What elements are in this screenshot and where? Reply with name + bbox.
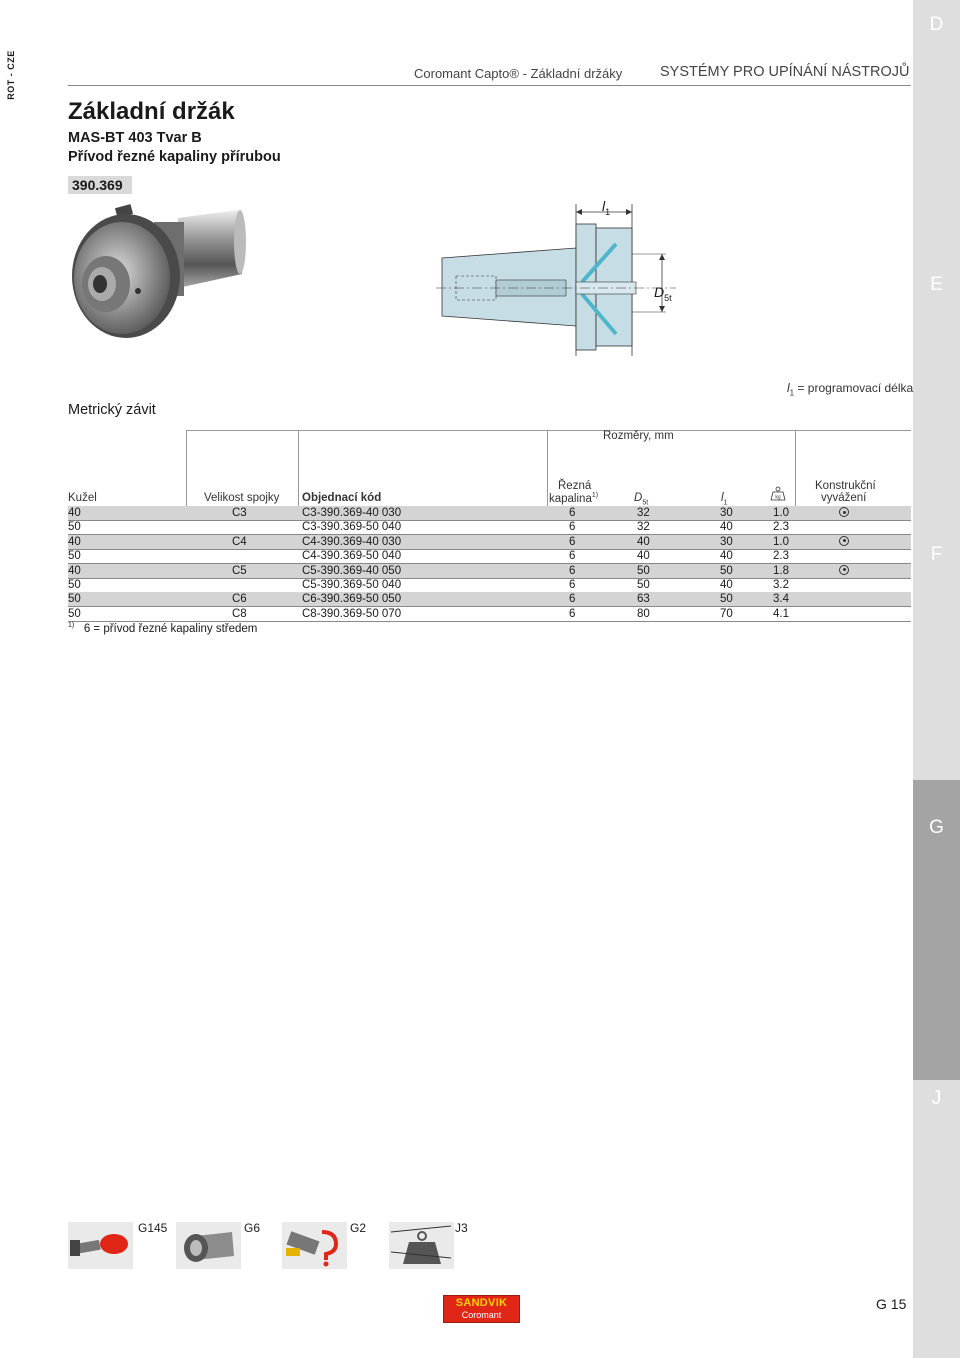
page-subtitle: MAS-BT 403 Tvar B (68, 130, 202, 146)
cell-l1: 70 (720, 607, 733, 620)
cell-kod: C4-390.369-40 030 (302, 535, 402, 548)
header-kod: Objednací kód (302, 492, 382, 504)
ref-g6[interactable]: G6 (244, 1221, 261, 1235)
cell-kod: C5-390.369-50 040 (302, 579, 402, 591)
cell-vel: C6 (232, 593, 247, 606)
cell-kod: C6-390.369-50 050 (302, 593, 402, 606)
ref-icon-holder[interactable] (176, 1222, 242, 1270)
tab-f[interactable]: F (930, 544, 943, 565)
cell-l1: 40 (720, 521, 733, 534)
cell-vel: C4 (232, 535, 247, 548)
cell-l1: 40 (720, 550, 733, 563)
side-language-tag: ROT - CZE (5, 50, 16, 100)
tab-e[interactable]: E (930, 274, 943, 295)
cell-d5t: 63 (637, 593, 650, 606)
balance-dot-icon (839, 536, 849, 546)
table-row (68, 549, 911, 564)
cell-vel: C5 (232, 564, 247, 577)
table-row (68, 506, 911, 521)
product-photo (66, 196, 246, 346)
cell-kuzel: 50 (68, 607, 81, 620)
cell-vel: C3 (232, 507, 247, 519)
table-row (68, 578, 911, 593)
cell-kg: 3.2 (773, 579, 789, 591)
technical-drawing (436, 196, 696, 362)
col-divider (547, 430, 548, 506)
table-row (68, 607, 911, 622)
header-rezna: Řezná (558, 480, 592, 492)
cell-kuzel: 40 (68, 507, 81, 519)
cell-d5t: 40 (637, 535, 650, 548)
cell-kuzel: 50 (68, 521, 81, 534)
cell-d5t: 40 (637, 550, 650, 563)
cell-kod: C3-390.369-40 030 (302, 507, 402, 519)
ref-j3[interactable]: J3 (455, 1221, 468, 1235)
header-rule (68, 85, 911, 86)
ref-g145[interactable]: G145 (138, 1221, 168, 1235)
header-konstrukcni: Konstrukční (815, 480, 876, 492)
header-l1: $l_1$ (721, 492, 728, 507)
cell-l1: 30 (720, 535, 733, 548)
header-kapalina: kapalina$^{1)}$ (549, 492, 599, 505)
cell-kuzel: 40 (68, 564, 81, 577)
cell-rk: 6 (569, 593, 576, 606)
cell-kg: 3.4 (773, 593, 789, 606)
l1-definition: $l_1$ = programovací délka (787, 381, 914, 398)
balance-dot-icon (839, 507, 849, 517)
cell-d5t: 32 (637, 507, 650, 519)
col-divider (795, 430, 796, 506)
header-kuzel: Kužel (68, 492, 97, 504)
cell-rk: 6 (569, 507, 576, 519)
cell-rk: 6 (569, 521, 576, 534)
cell-kuzel: 50 (68, 550, 81, 563)
table-row (68, 592, 911, 607)
logo-text-top: SANDVIK (455, 1297, 508, 1309)
table-row (68, 564, 911, 579)
page-number: G 15 (876, 1296, 907, 1312)
cell-kod: C5-390.369-40 050 (302, 564, 402, 577)
ref-icon-balancing[interactable] (282, 1222, 348, 1270)
page-title: Základní držák (68, 98, 235, 125)
drawing-label-l1: $l_1$ (602, 198, 611, 217)
balance-dot-icon (839, 565, 849, 575)
footnote: $^{1)}$ 6 = přívod řezné kapaliny středem (68, 622, 258, 635)
table-top-rule (186, 430, 911, 431)
cell-kod: C4-390.369-50 040 (302, 550, 402, 563)
section-tab-strip (913, 0, 960, 1358)
cell-l1: 50 (720, 593, 733, 606)
header-velikost: Velikost spojky (204, 492, 280, 504)
cell-rk: 6 (569, 535, 576, 548)
cell-l1: 30 (720, 507, 733, 519)
header-product-line: Coromant Capto® - Základní držáky (414, 66, 623, 81)
cell-kg: 1.8 (773, 564, 789, 577)
col-divider (186, 430, 187, 506)
logo-text-bottom: Coromant (461, 1310, 502, 1320)
cell-kuzel: 40 (68, 535, 81, 548)
cell-kg: 4.1 (773, 607, 789, 620)
thread-type-heading: Metrický závit (68, 402, 156, 418)
header-section-title: SYSTÉMY PRO UPÍNÁNÍ NÁSTROJŮ (660, 64, 910, 80)
cell-kuzel: 50 (68, 593, 81, 606)
cell-kg: 1.0 (773, 535, 789, 548)
weight-icon (770, 486, 786, 499)
cell-d5t: 50 (637, 564, 650, 577)
cell-kod: C3-390.369-50 040 (302, 521, 402, 534)
cell-rk: 6 (569, 607, 576, 620)
drawing-label-d5t: $D_{5t}$ (654, 284, 672, 303)
page-subtitle-coolant: Přívod řezné kapaliny přírubou (68, 149, 281, 165)
tab-g[interactable]: G (929, 817, 944, 838)
table-row (68, 520, 911, 535)
cell-d5t: 80 (637, 607, 650, 620)
cell-rk: 6 (569, 564, 576, 577)
cell-rk: 6 (569, 550, 576, 563)
cell-rk: 6 (569, 579, 576, 591)
cell-kuzel: 50 (68, 579, 81, 591)
cell-kg: 2.3 (773, 521, 789, 534)
cell-vel: C8 (232, 607, 247, 620)
cell-l1: 50 (720, 564, 733, 577)
table-row (68, 535, 911, 550)
header-d5t: $D_{5t}$ (634, 492, 649, 507)
product-code-badge: 390.369 (68, 176, 132, 194)
cell-d5t: 32 (637, 521, 650, 534)
ref-g2[interactable]: G2 (350, 1221, 367, 1235)
cell-kg: 1.0 (773, 507, 789, 519)
svg-text:kg: kg (775, 494, 781, 501)
cell-d5t: 50 (637, 579, 650, 591)
header-vyvazeni: vyvážení (821, 492, 867, 504)
cell-l1: 40 (720, 579, 733, 591)
cell-kg: 2.3 (773, 550, 789, 563)
col-divider (298, 430, 299, 506)
dimension-table (68, 430, 911, 620)
sandvik-coromant-logo (443, 1295, 520, 1323)
tab-j[interactable]: J (931, 1088, 942, 1109)
ref-icon-tooling[interactable] (68, 1222, 134, 1270)
header-dimensions: Rozměry, mm (603, 430, 674, 442)
ref-icon-weight[interactable] (389, 1222, 455, 1270)
cell-kod: C8-390.369-50 070 (302, 607, 402, 620)
tab-d[interactable]: D (929, 14, 944, 35)
